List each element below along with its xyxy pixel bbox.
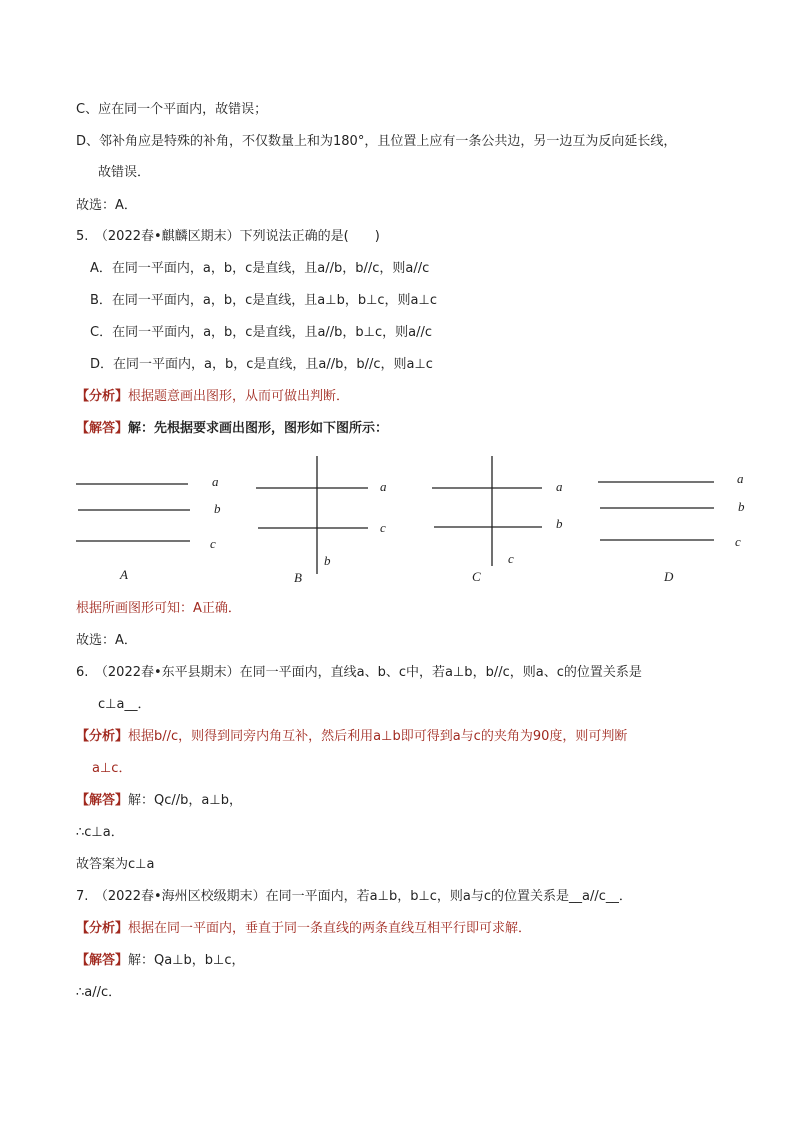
analysis-text: 根据在同一平面内，垂直于同一条直线的两条直线互相平行即可求解． bbox=[128, 921, 532, 936]
question-5: 5. （2022春•麒麟区期末）下列说法正确的是( ) bbox=[76, 229, 380, 244]
fig-c-label-a: a bbox=[556, 479, 563, 494]
fig-a-label-a: a bbox=[212, 474, 219, 489]
q5-answer: 故选：A． bbox=[76, 633, 137, 648]
solution-tag: 【解答】 bbox=[76, 953, 129, 968]
q5-result: 根据所画图形可知：A正确． bbox=[76, 601, 241, 616]
question-6: 6. （2022春•东平县期末）在同一平面内，直线a、b、c中，若a⊥b，b//c，则a、c的位置关系是 bbox=[76, 665, 642, 680]
q5-option-d: D．在同一平面内，a，b，c是直线，且a//b，b//c，则a⊥c bbox=[90, 357, 433, 372]
analysis-text: 根据b//c，则得到同旁内角互补，然后利用a⊥b即可得到a与c的夹角为90度，则可判断 bbox=[128, 729, 628, 744]
q5-solution bbox=[76, 420, 388, 438]
fig-d-label-a: a bbox=[737, 471, 744, 486]
fig-c-caption: C bbox=[472, 569, 481, 584]
fig-b-label-a: a bbox=[380, 479, 387, 494]
solution-tag: 【解答】 bbox=[76, 793, 129, 808]
q5-option-c: C．在同一平面内，a，b，c是直线，且a//b，b⊥c，则a//c bbox=[90, 325, 433, 340]
fig-c-label-c: c bbox=[508, 551, 514, 566]
q6-solution-2: ∴c⊥a． bbox=[76, 825, 124, 840]
solution-tag: 【解答】 bbox=[76, 421, 129, 436]
fig-d-label-c: c bbox=[735, 534, 741, 549]
solution-text: 解：先根据要求画出图形，图形如下图所示： bbox=[128, 421, 389, 436]
fig-b-label-b: b bbox=[324, 553, 331, 568]
fig-a-label-c: c bbox=[210, 536, 216, 551]
option-d-explanation: D、邻补角应是特殊的补角，不仅数量上和为180°，且位置上应有一条公共边，另一边互为反向延长线， bbox=[76, 134, 677, 149]
q5-option-a: A．在同一平面内，a，b，c是直线，且a//b，b//c，则a//c bbox=[90, 261, 430, 276]
solution-text: 解：Qa⊥b，b⊥c， bbox=[128, 953, 245, 968]
analysis-tag: 【分析】 bbox=[76, 729, 129, 744]
answer-select: 故选：A． bbox=[76, 198, 137, 213]
analysis-text: 根据题意画出图形，从而可做出判断． bbox=[128, 389, 350, 404]
fig-c-label-b: b bbox=[556, 516, 563, 531]
q6-analysis-cont: a⊥c． bbox=[92, 761, 132, 776]
q6-answer-blank: c⊥a__． bbox=[98, 697, 151, 712]
q7-solution bbox=[76, 952, 245, 970]
q7-analysis bbox=[76, 920, 531, 938]
q6-analysis bbox=[76, 728, 627, 746]
solution-text: 解：Qc//b，a⊥b， bbox=[128, 793, 242, 808]
q6-solution-3: 故答案为c⊥a bbox=[76, 857, 155, 872]
option-c-explanation: C、应在同一个平面内，故错误； bbox=[76, 102, 268, 117]
q5-option-b: B．在同一平面内，a，b，c是直线，且a⊥b，b⊥c，则a⊥c bbox=[90, 293, 437, 308]
q6-solution bbox=[76, 792, 242, 810]
question-7: 7. （2022春•海州区校级期末）在同一平面内，若a⊥b，b⊥c，则a与c的位置关系是__a//c__． bbox=[76, 889, 632, 904]
fig-a-caption: A bbox=[120, 567, 128, 582]
q5-analysis bbox=[76, 388, 349, 406]
analysis-tag: 【分析】 bbox=[76, 921, 129, 936]
fig-d-caption: D bbox=[664, 569, 674, 584]
fig-b-caption: B bbox=[294, 570, 302, 585]
option-d-explanation-cont: 故错误． bbox=[98, 165, 151, 180]
fig-d-label-b: b bbox=[738, 499, 745, 514]
fig-b-label-c: c bbox=[380, 520, 386, 535]
q7-solution-2: ∴a//c． bbox=[76, 985, 122, 1000]
analysis-tag: 【分析】 bbox=[76, 389, 129, 404]
fig-a-label-b: b bbox=[214, 501, 221, 516]
